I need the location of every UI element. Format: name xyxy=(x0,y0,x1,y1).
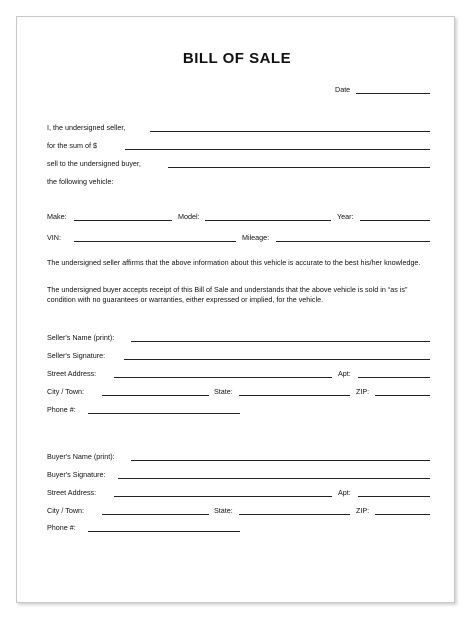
seller-phone-field[interactable] xyxy=(88,413,240,414)
seller-city-label: City / Town: xyxy=(47,387,85,396)
buyer-name-label: Buyer's Name (print): xyxy=(47,452,115,461)
year-label: Year: xyxy=(337,212,354,221)
buyer-street-label: Street Address: xyxy=(47,488,97,497)
model-label: Model: xyxy=(178,212,200,221)
buyer-signature-field[interactable] xyxy=(118,478,430,479)
following-vehicle-label: the following vehicle: xyxy=(47,177,114,186)
buyer-city-label: City / Town: xyxy=(47,506,85,515)
seller-signature-field[interactable] xyxy=(124,359,430,360)
seller-phone-label: Phone #: xyxy=(47,405,76,414)
seller-city-field[interactable] xyxy=(102,395,209,396)
buyer-state-field[interactable] xyxy=(239,514,350,515)
year-field[interactable] xyxy=(360,220,430,221)
buyer-street-field[interactable] xyxy=(114,496,332,497)
buyer-phone-label: Phone #: xyxy=(47,523,76,532)
buyer-acceptance-text: The undersigned buyer accepts receipt of this Bill of Sale and understands that the above vehicle is sold in “as is” condition with no guarantees or warranties, either expressed or implied, for the vehicle. xyxy=(47,285,408,304)
vin-label: VIN: xyxy=(47,233,61,242)
buyer-city-field[interactable] xyxy=(102,514,209,515)
seller-signature-label: Seller's Signature: xyxy=(47,351,106,360)
document-title: BILL OF SALE xyxy=(182,50,292,67)
seller-zip-field[interactable] xyxy=(375,395,430,396)
seller-state-label: State: xyxy=(214,387,233,396)
make-field[interactable] xyxy=(74,220,172,221)
seller-zip-label: ZIP: xyxy=(356,387,370,396)
make-label: Make: xyxy=(47,212,67,221)
buyer-apt-field[interactable] xyxy=(358,496,430,497)
sum-of-label: for the sum of $ xyxy=(47,141,97,150)
date-label: Date xyxy=(335,85,351,94)
model-field[interactable] xyxy=(205,220,331,221)
buyer-zip-label: ZIP: xyxy=(356,506,370,515)
buyer-state-label: State: xyxy=(214,506,233,515)
undersigned-seller-label: I, the undersigned seller, xyxy=(47,123,126,132)
seller-street-field[interactable] xyxy=(114,377,332,378)
date-field[interactable] xyxy=(356,93,430,94)
buyer-apt-label: Apt: xyxy=(338,488,351,497)
buyer-phone-field[interactable] xyxy=(88,531,240,532)
mileage-label: Mileage: xyxy=(242,233,270,242)
sum-of-field[interactable] xyxy=(125,149,430,150)
seller-apt-field[interactable] xyxy=(358,377,430,378)
buyer-zip-field[interactable] xyxy=(375,514,430,515)
sell-to-label: sell to the undersigned buyer, xyxy=(47,159,141,168)
seller-name-label: Seller's Name (print): xyxy=(47,333,115,342)
seller-apt-label: Apt: xyxy=(338,369,351,378)
buyer-name-field[interactable] xyxy=(131,460,430,461)
seller-name-field[interactable] xyxy=(131,341,430,342)
buyer-signature-label: Buyer's Signature: xyxy=(47,470,106,479)
sell-to-field[interactable] xyxy=(168,167,430,168)
seller-state-field[interactable] xyxy=(239,395,350,396)
undersigned-seller-field[interactable] xyxy=(150,131,430,132)
seller-street-label: Street Address: xyxy=(47,369,97,378)
vin-field[interactable] xyxy=(74,241,236,242)
seller-affirmation-text: The undersigned seller affirms that the above information about this vehicle is accurate to the best his/her knowledge. xyxy=(47,258,421,267)
mileage-field[interactable] xyxy=(276,241,430,242)
